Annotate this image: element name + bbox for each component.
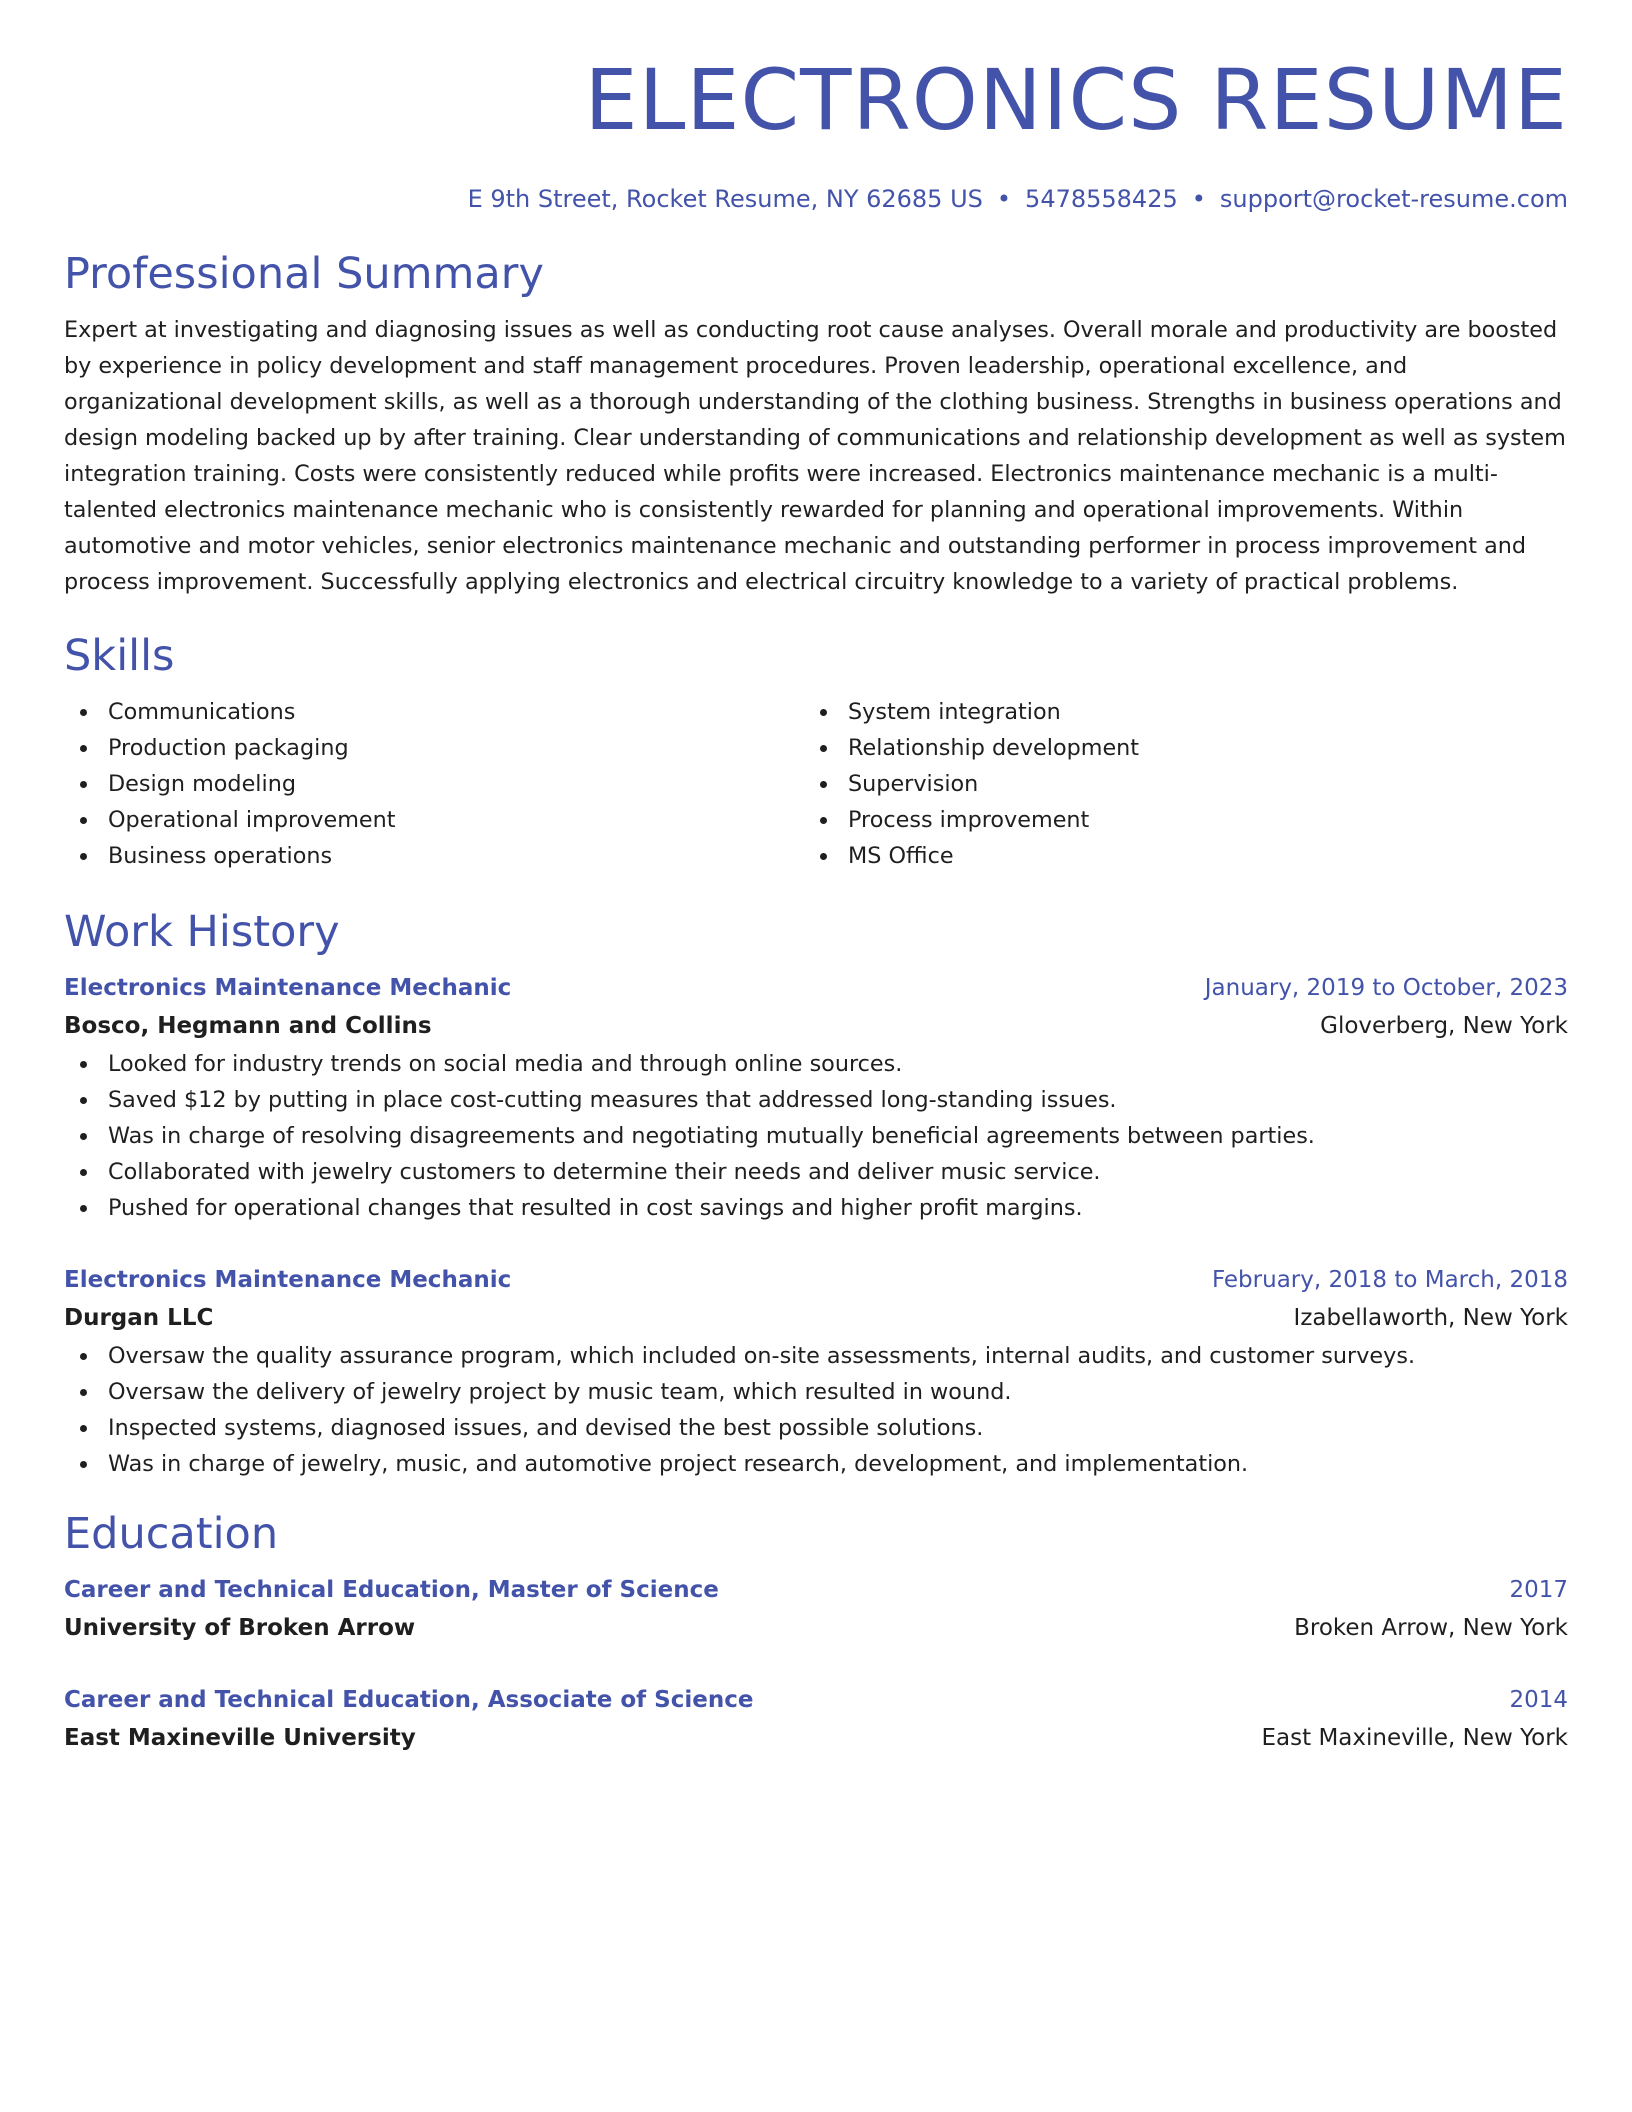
skill-item: Operational improvement (64, 802, 804, 838)
school-location: East Maxineville, New York (1261, 1725, 1568, 1751)
job-title: Electronics Maintenance Mechanic (64, 975, 512, 1001)
bullet-icon (80, 1205, 87, 1212)
job-location: Gloverberg, New York (1320, 1013, 1568, 1039)
duty-item: Saved $12 by putting in place cost-cutting measures that addressed long-standing issues. (64, 1082, 1568, 1118)
duty-item: Was in charge of resolving disagreements and negotiating mutually beneficial agreements between parties. (64, 1118, 1568, 1154)
school-name: University of Broken Arrow (64, 1615, 416, 1641)
bullet-icon (80, 709, 87, 716)
job-duties (64, 1046, 1568, 1226)
duty-item: Pushed for operational changes that resulted in cost savings and higher profit margins. (64, 1190, 1568, 1226)
bullet-icon (80, 1169, 87, 1176)
school-name: East Maxineville University (64, 1725, 416, 1751)
job-duties (64, 1338, 1568, 1482)
bullet-icon (80, 1097, 87, 1104)
bullet-icon (80, 1461, 87, 1468)
degree-title: Career and Technical Education, Associate of Science (64, 1687, 754, 1713)
bullet-icon (820, 745, 827, 752)
bullet-icon (80, 781, 87, 788)
skill-item: Production packaging (64, 730, 804, 766)
skill-item: System integration (804, 694, 1544, 730)
bullet-icon (80, 1061, 87, 1068)
skills-heading: Skills (64, 631, 175, 681)
job-title: Electronics Maintenance Mechanic (64, 1267, 512, 1293)
graduation-year: 2014 (1509, 1687, 1568, 1713)
duty-item: Was in charge of jewelry, music, and automotive project research, development, and implementation. (64, 1446, 1568, 1482)
resume-title: ELECTRONICS RESUME (584, 51, 1568, 149)
duty-item: Inspected systems, diagnosed issues, and devised the best possible solutions. (64, 1410, 1568, 1446)
graduation-year: 2017 (1509, 1577, 1568, 1603)
school-location: Broken Arrow, New York (1294, 1615, 1568, 1641)
skill-item: MS Office (804, 838, 1544, 874)
skill-item: Process improvement (804, 802, 1544, 838)
skill-item: Supervision (804, 766, 1544, 802)
job-dates: January, 2019 to October, 2023 (1204, 975, 1568, 1001)
bullet-icon (80, 1133, 87, 1140)
duty-item: Oversaw the quality assurance program, which included on-site assessments, internal audits, and customer surveys. (64, 1338, 1568, 1374)
skill-item: Design modeling (64, 766, 804, 802)
contact-line (64, 184, 1568, 214)
company-name: Durgan LLC (64, 1305, 214, 1331)
contact-address: E 9th Street, Rocket Resume, NY 62685 US (467, 185, 983, 213)
bullet-icon (80, 1353, 87, 1360)
bullet-icon (80, 853, 87, 860)
skills-column-right (804, 694, 1544, 874)
bullet-icon (820, 817, 827, 824)
job-location: Izabellaworth, New York (1293, 1305, 1568, 1331)
skills-list (64, 694, 1568, 874)
education-heading: Education (64, 1509, 279, 1559)
education-entry (64, 1572, 1568, 1648)
bullet-icon (80, 1389, 87, 1396)
bullet-icon (80, 1425, 87, 1432)
skill-item: Relationship development (804, 730, 1544, 766)
work-entry (64, 970, 1568, 1226)
contact-phone[interactable]: 5478558425 (1025, 185, 1178, 213)
work-entry (64, 1262, 1568, 1482)
skills-column-left (64, 694, 804, 874)
contact-email[interactable]: support@rocket-resume.com (1219, 185, 1568, 213)
bullet-icon (820, 853, 827, 860)
contact-separator: • (996, 185, 1012, 213)
degree-title: Career and Technical Education, Master of Science (64, 1577, 719, 1603)
duty-item: Oversaw the delivery of jewelry project by music team, which resulted in wound. (64, 1374, 1568, 1410)
company-name: Bosco, Hegmann and Collins (64, 1013, 432, 1039)
education-entry (64, 1682, 1568, 1758)
summary-text: Expert at investigating and diagnosing issues as well as conducting root cause analyses. Overall morale and productivity are boosted by experience in policy development and staff management procedures. Proven leadership, operational excellence, and organizational development skills, as well as a thorough understanding of the clothing business. Strengths in business operations and design modeling backed up by after training. Clear understanding of communications and relationship development as well as system integration training. Costs were consistently reduced while profits were increased. Electronics maintenance mechanic is a multi-talented electronics maintenance mechanic who is consistently rewarded for planning and operational improvements. Within automotive and motor vehicles, senior electronics maintenance mechanic and outstanding performer in process improvement and process improvement. Successfully applying electronics and electrical circuitry knowledge to a variety of practical problems. (64, 317, 1566, 595)
duty-item: Looked for industry trends on social media and through online sources. (64, 1046, 1568, 1082)
bullet-icon (820, 781, 827, 788)
summary-heading: Professional Summary (64, 249, 544, 299)
duty-item: Collaborated with jewelry customers to determine their needs and deliver music service. (64, 1154, 1568, 1190)
skill-item: Business operations (64, 838, 804, 874)
bullet-icon (80, 745, 87, 752)
bullet-icon (80, 817, 87, 824)
job-dates: February, 2018 to March, 2018 (1211, 1267, 1568, 1293)
work-history-heading: Work History (64, 907, 340, 957)
contact-separator: • (1191, 185, 1206, 213)
skill-item: Communications (64, 694, 804, 730)
bullet-icon (820, 709, 827, 716)
